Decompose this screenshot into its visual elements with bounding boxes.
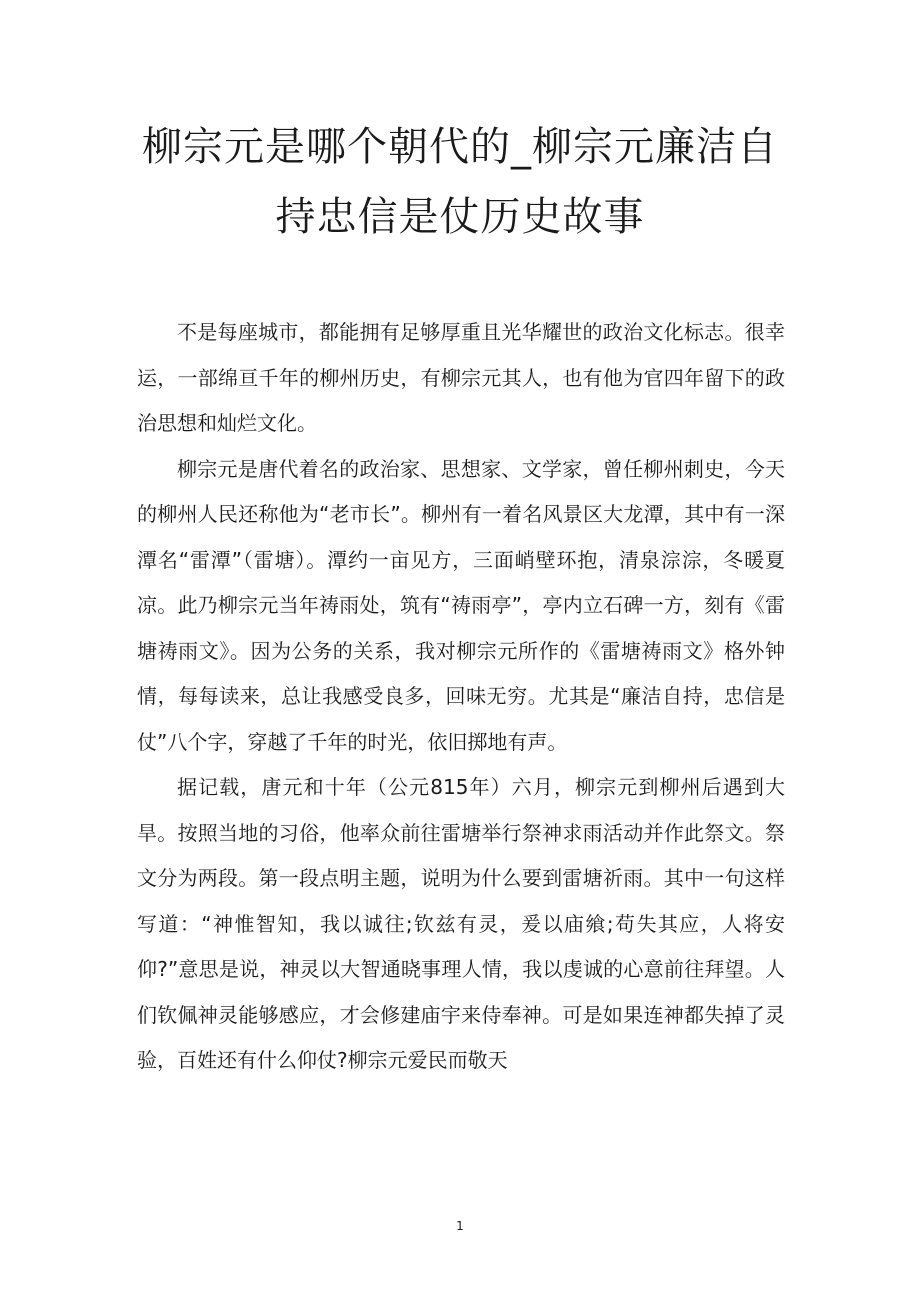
paragraph-1: 不是每座城市，都能拥有足够厚重且光华耀世的政治文化标志。很幸运，一部绵亘千年的柳州历史，有柳宗元其人，也有他为官四年留下的政治思想和灿烂文化。 [137, 320, 785, 435]
paragraph-3: 据记载，唐元和十年（公元815年）六月，柳宗元到柳州后遇到大旱。按照当地的习俗，他率众前往雷塘举行祭神求雨活动并作此祭文。祭文分为两段。第一段点明主题，说明为什么要到雷塘祈雨。其中一句这样写道：“神惟智知，我以诚往;钦兹有灵，爰以庙飨;苟失其应，人将安仰?”意思是说，神灵以大智通晓事理人情，我以虔诚的心意前往拜望。人们钦佩神灵能够感应，才会修建庙宇来侍奉神。可是如果连神都失掉了灵验，百姓还有什么仰仗?柳宗元爱民而敬天 [137, 775, 785, 1072]
title-line-2: 持忠信是仗历史故事 [275, 194, 645, 240]
paragraph-2: 柳宗元是唐代着名的政治家、思想家、文学家，曾任柳州刺史，今天的柳州人民还称他为“老市长”。柳州有一着名风景区大龙潭，其中有一深潭名“雷潭”（雷塘）。潭约一亩见方，三面峭壁环抱，清泉淙淙，冬暖夏凉。此乃柳宗元当年祷雨处，筑有“祷雨亭”，亭内立石碑一方，刻有《雷塘祷雨文》。因为公务的关系，我对柳宗元所作的《雷塘祷雨文》格外钟情，每每读来，总让我感受良多，回味无穷。尤其是“廉洁自持，忠信是仗”八个字，穿越了千年的时光，依旧掷地有声。 [137, 456, 785, 754]
title-line-1: 柳宗元是哪个朝代的_柳宗元廉洁自 [142, 124, 778, 170]
document-title [130, 112, 790, 252]
document-body [137, 310, 785, 1084]
page-number: 1 [456, 1219, 464, 1233]
